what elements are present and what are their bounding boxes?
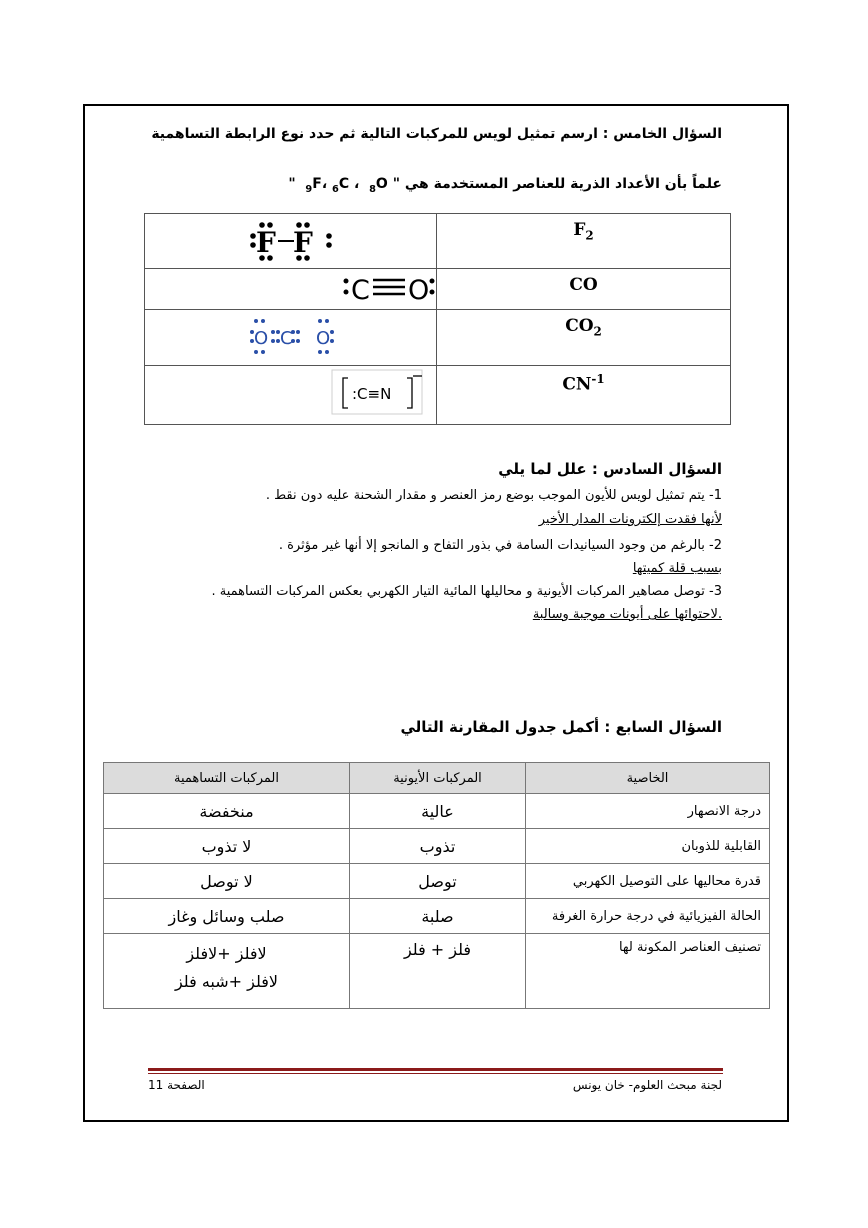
property-cell: الحالة الفيزيائية في درجة حرارة الغرفة [526,899,770,934]
svg-text:C: C [351,275,370,305]
lewis-co-drawing [145,269,437,305]
svg-text:F: F [293,226,313,259]
property-cell: القابلية للذوبان [526,829,770,864]
svg-text::C≡N: :C≡N [352,385,392,403]
footer-rule [148,1068,723,1071]
table-row [104,829,770,864]
svg-text:O: O [316,328,331,349]
element-c: $_6$C [332,176,350,195]
ionic-cell: تذوب [350,829,526,864]
footer-rule-thin [148,1073,723,1074]
table-header-row [104,763,770,794]
element-f: $_9$F [305,176,322,195]
covalent-line-2: لافلز +شبه فلز [174,972,279,991]
lewis-co2-drawing [145,310,437,361]
lewis-table [144,213,731,425]
q5-note-suffix: " [288,176,296,192]
q5-note-prefix: علماً بأن الأعداد الذرية للعناصر المستخدمة هي " [392,176,722,192]
covalent-cell: لا تذوب [104,829,350,864]
q6-title: السؤال السادس : علل لما يلي [498,460,722,478]
page-number: الصفحة 11 [148,1078,205,1092]
covalent-cell [104,934,350,1009]
formula-co: CO [437,269,731,310]
lewis-f2-drawing [145,214,437,264]
q6-item-3: 3- توصل مصاهير المركبات الأيونية و محاليلها المائية التيار الكهربي بعكس المركبات التساهمية . [211,584,722,599]
header-ionic: المركبات الأيونية [350,763,526,794]
property-cell: درجة الانصهار [526,794,770,829]
formula-f2: $F_2$ [437,214,731,269]
lewis-cn-drawing [145,366,437,420]
header-covalent: المركبات التساهمية [104,763,350,794]
lewis-row [145,310,731,366]
svg-text:O: O [254,328,269,349]
q6-answer-1: لأنها فقدت إلكترونات المدار الأخير [538,512,722,527]
formula-co2: $CO_2$ [437,310,731,366]
q6-item-2: 2- بالرغم من وجود السيانيدات السامة في بذور التفاح و المانجو إلا أنها غير مؤثرة . [278,538,722,553]
covalent-cell: منخفضة [104,794,350,829]
q5-note: علماً بأن الأعداد الذرية للعناصر المستخدمة هي " $_9$F، $_6$C ، $_8$O " [288,176,722,195]
formula-cn: $CN^{-1}$ [437,366,731,425]
covalent-cell: لا توصل [104,864,350,899]
property-cell: قدرة محاليها على التوصيل الكهربي [526,864,770,899]
ionic-cell: توصل [350,864,526,899]
table-row [104,934,770,1009]
lewis-structure-co [145,269,437,310]
q5-title: السؤال الخامس : ارسم تمثيل لويس للمركبات التالية ثم حدد نوع الرابطة التساهمية [151,126,722,142]
covalent-cell: صلب وسائل وغاز [104,899,350,934]
svg-text:C: C [280,328,293,349]
lewis-structure-f2 [145,214,437,269]
q7-title: السؤال السابع : أكمل جدول المقارنة التالي [400,718,722,736]
lewis-row [145,366,731,425]
lewis-structure-cn [145,366,437,425]
header-property: الخاصية [526,763,770,794]
covalent-line-1: لافلز +لافلز [186,944,267,963]
svg-text:O: O [408,275,430,305]
ionic-cell: صلبة [350,899,526,934]
property-cell: تصنيف العناصر المكونة لها [526,934,770,1009]
q6-answer-2: بسبب قلة كميتها [632,561,722,576]
q6-item-1: 1- يتم تمثيل لويس للأيون الموجب بوضع رمز العنصر و مقدار الشحنة عليه دون نقط . [265,488,722,503]
svg-text:F: F [256,226,276,259]
element-o: $_8$O [369,176,388,195]
table-row [104,794,770,829]
q6-answer-3: .لاحتوائها على أيونات موجبة وسالبة [532,607,722,622]
table-row [104,899,770,934]
lewis-row [145,214,731,269]
table-row [104,864,770,899]
lewis-structure-co2 [145,310,437,366]
footer-committee: لجنة مبحث العلوم- خان يونس [572,1078,722,1092]
lewis-row [145,269,731,310]
ionic-cell: فلز + فلز [350,934,526,1009]
comparison-table [103,762,770,1009]
ionic-cell: عالية [350,794,526,829]
